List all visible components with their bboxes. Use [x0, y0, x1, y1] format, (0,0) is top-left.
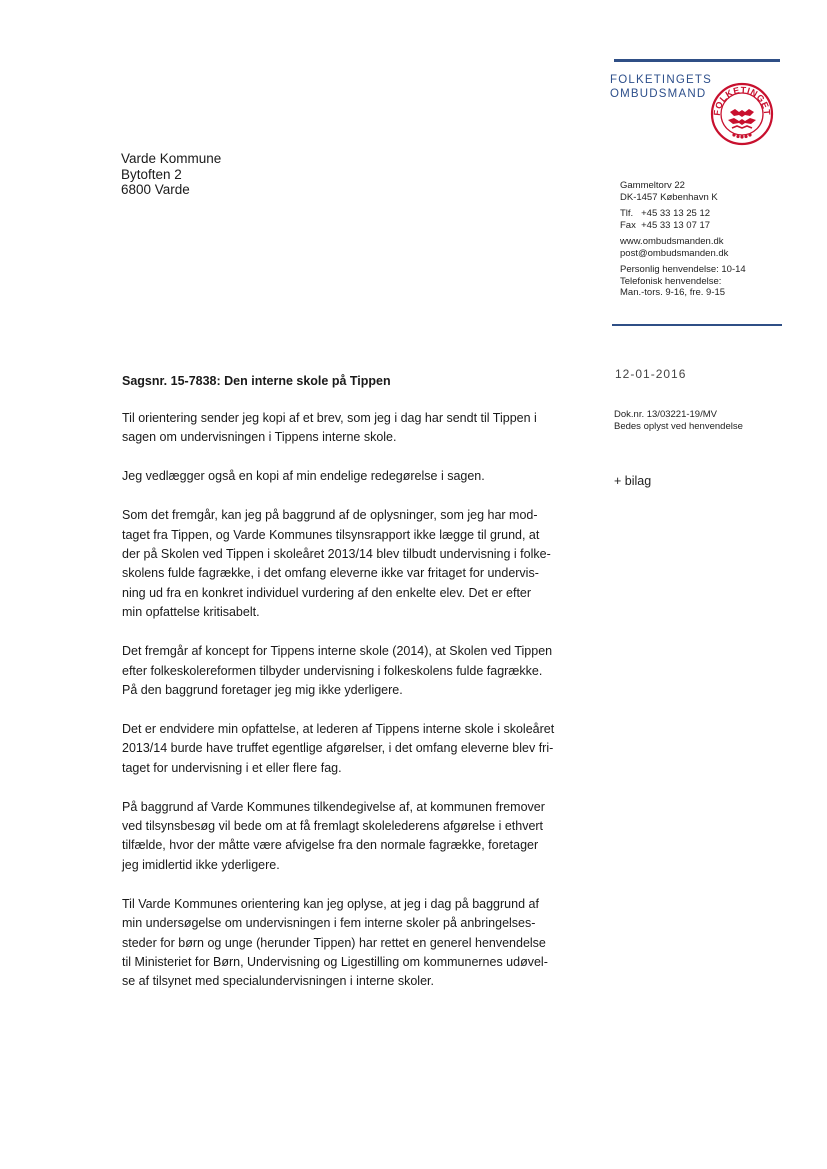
body-line: Til orientering sender jeg kopi af et brev, som jeg i dag har sendt til Tippen i	[122, 411, 537, 425]
contact-hours-phone: Man.-tors. 9-16, fre. 9-15	[620, 287, 726, 298]
contact-hours-phone-label: Telefonisk henvendelse:	[620, 275, 722, 287]
org-name	[610, 73, 712, 101]
letterhead-rule-bottom	[612, 324, 782, 326]
contact-address1: Gammeltorv 22	[620, 180, 685, 191]
paragraph	[122, 467, 600, 486]
paragraph	[122, 506, 600, 622]
body-line: tilfælde, hvor der måtte være afvigelse fra den normale fagrække, foretager	[122, 838, 539, 853]
recipient-address	[121, 151, 221, 198]
sender-contact-block	[620, 180, 810, 304]
contact-fax: Fax +45 33 13 07 17	[620, 219, 711, 231]
body-line: På baggrund af Varde Kommunes tilkendegivelse af, at kommunen fremover	[122, 799, 545, 814]
body-line: Jeg vedlægger også en kopi af min endelige redegørelse i sagen.	[122, 469, 485, 484]
letter-date: 12-01-2016	[615, 367, 687, 381]
body-line: Det fremgår af koncept for Tippens interne skole (2014), at Skolen ved Tippen	[122, 644, 553, 659]
body-line: efter folkeskolereformen tilbyder undervisning i folkeskolens fulde fagrække.	[122, 663, 543, 678]
paragraph	[122, 642, 600, 700]
paragraph	[122, 895, 600, 992]
attachment-note: + bilag	[614, 474, 652, 488]
letter-body	[122, 409, 600, 1011]
folketinget-seal-logo	[710, 82, 774, 146]
body-line: ning ud fra en konkret individuel vurdering af den enkelte elev. Det er efter	[122, 585, 532, 600]
letter-subject: Sagsnr. 15-7838: Den interne skole på Tippen	[122, 374, 391, 388]
recipient-name: Varde Kommune	[121, 151, 222, 166]
contact-web: www.ombudsmanden.dk	[620, 236, 724, 247]
paragraph	[122, 409, 600, 448]
body-line: taget fra Tippen, og Varde Kommunes tilsynsrapport ikke lægge til grund, at	[122, 527, 540, 542]
contact-phone: Tlf. +45 33 13 25 12	[620, 208, 711, 219]
letterhead-rule-top	[614, 59, 780, 62]
body-line: steder for børn og unge (herunder Tippen) har rettet en generel henvendelse	[122, 935, 546, 950]
body-line: min opfattelse kritisabelt.	[122, 605, 260, 620]
paragraph	[122, 798, 600, 876]
body-line: 2013/14 burde have truffet egentlige afgørelser, i det omfang eleverne blev fri-	[122, 741, 554, 756]
body-line: til Ministeriet for Børn, Undervisning og Ligestilling om kommunernes udøvel-	[122, 954, 548, 969]
contact-address2: DK-1457 København K	[620, 191, 718, 203]
body-line: der på Skolen ved Tippen i skoleåret 2013/14 blev tilbudt undervisning i folke-	[122, 547, 551, 562]
body-line: Til Varde Kommunes orientering kan jeg oplyse, at jeg i dag på baggrund af	[122, 896, 539, 911]
recipient-city: 6800 Varde	[121, 182, 190, 197]
body-line: skolens fulde fagrække, i det omfang eleverne ikke var fritaget for undervis-	[122, 566, 539, 581]
document-note: Bedes oplyst ved henvendelse	[614, 421, 743, 432]
svg-text:FOLKETINGET: FOLKETINGET	[711, 84, 773, 117]
contact-email: post@ombudsmanden.dk	[620, 247, 729, 259]
body-line: sagen om undervisningen i Tippens interne skole.	[122, 430, 397, 445]
org-name-line1: FOLKETINGETS	[610, 74, 712, 86]
body-line: min undersøgelse om undervisningen i fem interne skoler på anbringelses-	[122, 916, 536, 931]
recipient-street: Bytoften 2	[121, 166, 182, 182]
document-number: Dok.nr. 13/03221-19/MV	[614, 409, 717, 420]
org-name-line2: OMBUDSMAND	[610, 88, 707, 100]
body-line: ved tilsynsbesøg vil bede om at få fremlagt skolelederens afgørelse i ethvert	[122, 819, 544, 833]
paragraph	[122, 720, 600, 778]
body-line: taget for undervisning i et eller flere fag.	[122, 760, 342, 775]
contact-hours-personal: Personlig henvendelse: 10-14	[620, 264, 746, 275]
body-line: se af tilsynet med specialundervisningen i interne skoler.	[122, 974, 434, 989]
body-line: Det er endvidere min opfattelse, at lederen af Tippens interne skole i skoleåret	[122, 721, 555, 736]
body-line: jeg imidlertid ikke yderligere.	[122, 857, 280, 872]
body-line: På den baggrund foretager jeg mig ikke yderligere.	[122, 682, 403, 697]
body-line: Som det fremgår, kan jeg på baggrund af de oplysninger, som jeg har mod-	[122, 508, 538, 523]
document-reference	[614, 409, 743, 433]
